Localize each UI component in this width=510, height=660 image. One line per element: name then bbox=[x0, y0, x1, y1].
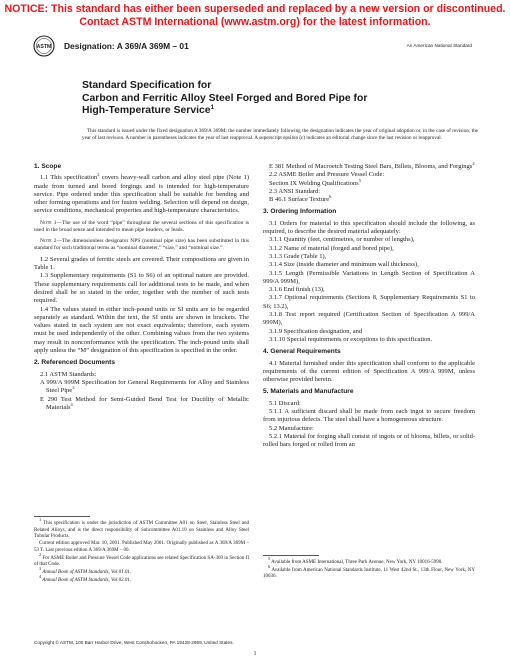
footnote-3-marker: 3 bbox=[39, 565, 42, 571]
reference-asme bbox=[263, 177, 475, 188]
american-national-standard: An American National Standard bbox=[406, 43, 472, 48]
para-5-1-1: 5.1.1 A sufficient discard shall be made from each ingot to secure freedom from injurious defects. The steel shall have a homogeneous structure. bbox=[263, 408, 475, 424]
footnote-3-text: Annual Book of ASTM Standards, Vol 01.01. bbox=[41, 569, 132, 575]
title-line-2: Carbon and Ferritic Alloy Steel Forged and Bored Pipe for bbox=[82, 92, 368, 104]
para-3-1-3: 3.1.3 Grade (Table 1), bbox=[269, 252, 327, 260]
footnote-rule-left bbox=[34, 516, 90, 517]
footnote-ref-4b: 4 bbox=[472, 161, 475, 166]
para-1-2: 1.2 Several grades of ferritic steels are covered. Their compositions are given in Table 1. bbox=[34, 255, 249, 272]
para-2-3: 2.3 ANSI Standard: bbox=[269, 187, 321, 195]
footnote-1-text: This specification is under the jurisdiction of ASTM Committee A01 on Steel, Stainless Steel and Related Alloys, and is the direct responsibility of Subcommittee A01.10 on Stainless and Alloy Steel Tubular Products. bbox=[34, 521, 249, 540]
para-2-1: 2.1 ASTM Standards: bbox=[40, 370, 97, 378]
footnote-1 bbox=[34, 517, 249, 541]
para-3-1-7: 3.1.7 Optional requirements (Sections 8, Supplementary Requirements S1 to S6; 13.2), bbox=[263, 294, 475, 310]
title-line-3-text: High-Temperature Service bbox=[82, 105, 211, 116]
para-3-1-9: 3.1.9 Specification designation, and bbox=[269, 327, 363, 335]
svg-text:ASTM: ASTM bbox=[36, 44, 52, 51]
para-5-2-1: 5.2.1 Material for forging shall consist of ingots or of blooms, billets, or solid-rolled bars forged or rolled from an bbox=[263, 432, 475, 449]
page-number: 1 bbox=[253, 651, 257, 657]
footnote-ref-2: 2 bbox=[97, 172, 100, 178]
reference-a999 bbox=[34, 379, 249, 396]
footnote-2-text: For ASME Boiler and Pressure Vessel Code applications see related Specification SA-369 in Section II of that Code. bbox=[34, 555, 249, 568]
para-3-1-1: 3.1.1 Quantity (feet, centimetres, or number of lengths), bbox=[269, 236, 415, 244]
section-3-heading: 3. Ordering Information bbox=[263, 208, 337, 216]
para-3-1-4: 3.1.4 Size (inside diameter and minimum wall thickness), bbox=[269, 261, 419, 269]
reference-a999-text: A 999/A 999M Specification for General Requirements for Alloy and Stainless Steel Pipe bbox=[40, 378, 249, 395]
footnote-5-marker: 5 bbox=[268, 556, 271, 561]
section-4-heading: 4. General Requirements bbox=[263, 348, 341, 356]
footnote-5 bbox=[263, 556, 475, 567]
footnote-2 bbox=[34, 551, 249, 569]
para-1-3: 1.3 Supplementary requirements (S1 to S6) of an optional nature are provided. These supplementary requirements call for additional tests to be made, and when desired shall be so stated in the order, together with the number of such tests required. bbox=[34, 272, 249, 305]
footnote-4-text: Annual Book of ASTM Standards, Vol 03.01. bbox=[41, 577, 132, 583]
footnotes-right bbox=[263, 556, 475, 581]
footnote-ref-5: 5 bbox=[358, 177, 362, 183]
footnote-1b: Current edition approved Mar. 10, 2001. Published May 2001. Originally published as A 369/A 369M – 53 T. Last previous edition A 369/A 369M – 00. bbox=[34, 541, 249, 553]
para-1-4: 1.4 The values stated in either inch-pound units or SI units are to be regarded separately as standard. Within the text, the SI units are shown in brackets. The values stated in each system are not exact equivalents; therefore, each system must be used independently of the other. Combining values from the two systems may result in nonconformance with the specification. The inch-pound units shall apply unless the “M” designation of this specification is specified in the order. bbox=[34, 305, 249, 355]
para-2-2: 2.2 ASME Boiler and Pressure Vessel Code: bbox=[269, 171, 385, 179]
para-3-1-2: 3.1.2 Name of material (forged and bored pipe), bbox=[269, 244, 394, 252]
footnote-6-marker: 6 bbox=[268, 563, 271, 569]
para-3-1-8: 3.1.8 Test report required (Certification Section of Specification A 999/A 999M), bbox=[263, 311, 475, 327]
section-2-heading: 2. Referenced Documents bbox=[34, 359, 115, 367]
section-1-heading: 1. Scope bbox=[34, 163, 62, 170]
note-1-label: Note bbox=[40, 219, 52, 226]
issuance-text: This standard is issued under the fixed designation A 369/A 369M; the number immediately following the designation indicates the year of original adoption or, in the case of revision, the year of last revision. A number in parentheses indicates the year of last reapproval. A superscript epsilon (ε) indicates an editorial change since the last revision or reapproval. bbox=[82, 128, 478, 141]
footnote-6-text: Available from American National Standards Institute, 11 West 42nd St., 13th Floor, New York, NY 10036. bbox=[263, 567, 475, 580]
para-3-1-6: 3.1.6 End finish (13), bbox=[269, 286, 325, 294]
reference-e290 bbox=[34, 396, 249, 413]
issuance-statement bbox=[82, 128, 478, 142]
section-5-heading: 5. Materials and Manufacture bbox=[263, 388, 354, 396]
supersede-notice bbox=[0, 3, 510, 29]
footnote-1-marker: 1 bbox=[39, 517, 42, 522]
para-4-1: 4.1 Material furnished under this specification shall conform to the applicable requirements of the current edition of Specification A 999/A 999M, unless otherwise provided herein. bbox=[263, 359, 475, 384]
footnote-ref-6: 6 bbox=[329, 194, 332, 200]
footnote-rule-right bbox=[263, 555, 319, 556]
para-3-1-5: 3.1.5 Length (Permissible Variations in Length Section of Specification A 999/A 999M), bbox=[263, 269, 475, 285]
title-line-3 bbox=[82, 105, 462, 118]
para-3-1-10: 3.1.10 Special requirements or exceptions to this specification. bbox=[269, 335, 433, 343]
footnote-4-marker: 4 bbox=[39, 573, 42, 579]
reference-ansi-text: B 46.1 Surface Texture bbox=[269, 196, 330, 204]
footnote-6 bbox=[263, 563, 475, 581]
notice-line-2: Contact ASTM International (www.astm.org) for the latest information. bbox=[79, 16, 431, 28]
para-5-1: 5.1 Discard: bbox=[269, 399, 301, 407]
note-1 bbox=[34, 220, 249, 234]
note-2-text: 2—The dimensionless designator NPS (nominal pipe size) has been substituted in this standard for such traditional terms as “nominal diameter,” “size,” and “nominal size.” bbox=[34, 237, 249, 251]
reference-e381 bbox=[263, 163, 475, 171]
footnote-5-text: Available from ASME International, Three Park Avenue, New York, NY 10016-5990. bbox=[270, 560, 443, 565]
copyright: Copyright © ASTM, 100 Barr Harbor Drive, West Conshohocken, PA 19428-2959, United States. bbox=[34, 640, 234, 645]
reference-e290-text: E 290 Test Method for Semi-Guided Bend Test for Ductility of Metallic Materials bbox=[40, 395, 249, 411]
notice-line-1: NOTICE: This standard has either been superseded and replaced by a new version or discontinued. bbox=[4, 3, 506, 15]
footnote-ref-3: 3 bbox=[72, 385, 75, 391]
para-3-1: 3.1 Orders for material to this specification should include the following, as required, to describe the desired material adequately: bbox=[263, 219, 475, 236]
para-5-2: 5.2 Manufacture: bbox=[269, 424, 314, 432]
footnotes-left bbox=[34, 517, 249, 584]
astm-logo-icon bbox=[33, 35, 55, 57]
document-title bbox=[82, 80, 462, 118]
reference-asme-text: Section IX Welding Qualifications bbox=[269, 179, 359, 187]
note-1-text: 1—The use of the word “pipe” throughout the several sections of this specification is used in the broad sense and intended to mean pipe headers, or leads. bbox=[34, 219, 249, 233]
title-footnote-ref: 1 bbox=[210, 105, 214, 111]
reference-e381-text: E 381 Method of Macroetch Testing Steel Bars, Billets, Blooms, and Forgings bbox=[269, 163, 473, 170]
reference-ansi bbox=[263, 196, 475, 204]
footnote-ref-4: 4 bbox=[70, 401, 73, 407]
footnote-3 bbox=[34, 565, 249, 577]
note-2 bbox=[34, 238, 249, 252]
title-line-1: Standard Specification for bbox=[82, 80, 212, 91]
designation: Designation: A 369/A 369M – 01 bbox=[64, 41, 189, 51]
footnote-4 bbox=[34, 573, 249, 585]
right-column bbox=[263, 163, 475, 450]
para-1-1 bbox=[34, 174, 249, 215]
left-column bbox=[34, 163, 249, 412]
footnote-2-marker: 2 bbox=[39, 551, 42, 557]
para-1-1-a: 1.1 This specification bbox=[40, 174, 98, 182]
note-2-label: Note bbox=[40, 237, 52, 244]
para-1-1-b: covers heavy-wall carbon and alloy steel pipe (Note 1) made from turned and bored forgings and is intended for high-temperature service. Pipe ordered under this specification shall be suitable for bending and other forming operations and for fusion welding. Selection will depend on design, service conditions, mechanical properties and high-temperature characteristics. bbox=[34, 174, 249, 215]
